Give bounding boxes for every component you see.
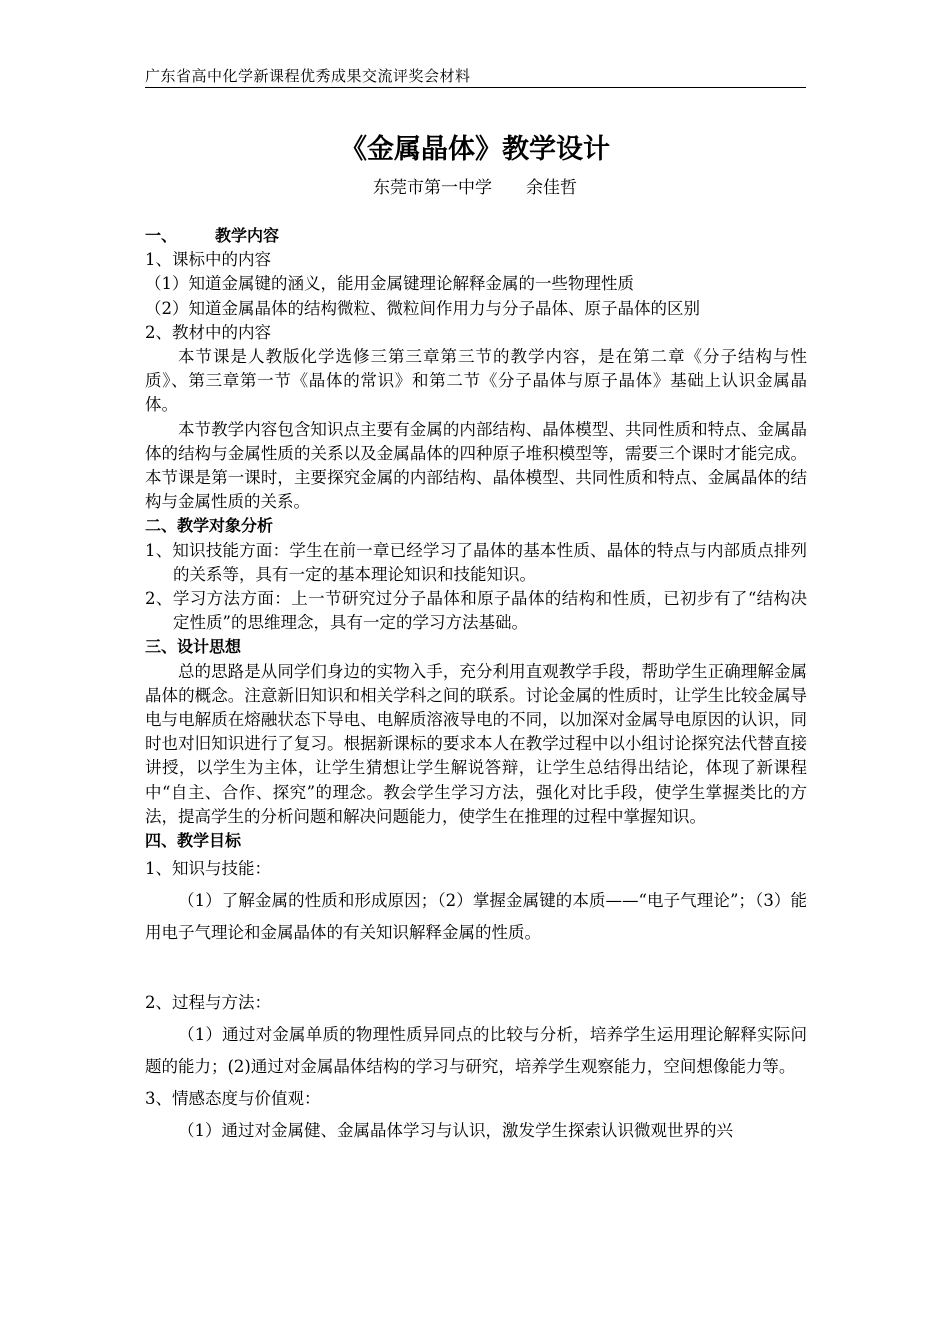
header-rule [145, 87, 806, 88]
section-heading-2: 二、教学对象分析 [145, 516, 274, 536]
author-line [0, 176, 950, 200]
list-item: 1、知识技能方面：学生在前一章已经学习了晶体的基本性质、晶体的特点与内部质点排列的关系等，具有一定的基本理论知识和技能知识。 [145, 540, 807, 584]
author-school: 东莞市第一中学 [373, 178, 492, 198]
paragraph: 本节教学内容包含知识点主要有金属的内部结构、晶体模型、共同性质和特点、金属晶体的结构与金属性质的关系以及金属晶体的四种原子堆积模型等，需要三个课时才能完成。本节课是第一课时，主要探究金属的内部结构、晶体模型、共同性质和特点、金属晶体的结构与金属性质的关系。 [145, 419, 807, 512]
document-body [145, 224, 807, 1147]
paragraph: （1）通过对金属单质的物理性质异同点的比较与分析，培养学生运用理论解释实际问题的能力；(2)通过对金属晶体结构的学习与研究，培养学生观察能力，空间想像能力等。 [145, 1025, 807, 1077]
text-line: 1、知识与技能： [145, 859, 271, 879]
paragraph: 总的思路是从同学们身边的实物入手，充分利用直观教学手段，帮助学生正确理解金属晶体的概念。注意新旧知识和相关学科之间的联系。讨论金属的性质时，让学生比较金属导电与电解质在熔融状态下导电、电解质溶液导电的不同，以加深对金属导电原因的认识，同时也对旧知识进行了复习。根据新课标的要求本人在教学过程中以小组讨论探究法代替直接讲授，以学生为主体，让学生猜想让学生解说答辩，让学生总结得出结论，体现了新课程中“自主、合作、探究”的理念。教会学生学习方法，强化对比手段，使学生掌握类比的方法，提高学生的分析问题和解决问题能力，使学生在推理的过程中掌握知识。 [145, 661, 807, 826]
paragraph: 本节课是人教版化学选修三第三章第三节的教学内容，是在第二章《分子结构与性质》、第三章第一节《晶体的常识》和第二节《分子晶体与原子晶体》基础上认识金属晶体。 [145, 347, 807, 415]
text-line: 2、过程与方法： [145, 993, 271, 1013]
list-item: 2、学习方法方面：上一节研究过分子晶体和原子晶体的结构和性质，已初步有了“结构决定性质”的思维理念，具有一定的学习方法基础。 [145, 589, 807, 633]
section-heading-1 [145, 224, 807, 248]
text-line: 1、课标中的内容 [145, 250, 271, 270]
text-line: 2、教材中的内容 [145, 322, 271, 342]
text-line: （1）知道金属键的涵义，能用金属键理论解释金属的一些物理性质 [145, 274, 634, 294]
section-title-1: 教学内容 [215, 226, 280, 245]
section-number-1: 一、 [145, 226, 178, 245]
section-heading-3: 三、设计思想 [145, 637, 242, 657]
paragraph: （1）通过对金属健、金属晶体学习与认识，激发学生探索认识微观世界的兴 [178, 1121, 733, 1141]
blank-space [145, 949, 807, 987]
paragraph: （1）了解金属的性质和形成原因；（2）掌握金属键的本质——“电子气理论”；（3）能用电子气理论和金属晶体的有关知识解释金属的性质。 [145, 891, 807, 943]
text-line: （2）知道金属晶体的结构微粒、微粒间作用力与分子晶体、原子晶体的区别 [145, 298, 700, 318]
document-title: 《金属晶体》教学设计 [340, 134, 610, 165]
section-heading-4: 四、教学目标 [145, 831, 242, 851]
text-line: 3、情感态度与价值观： [145, 1089, 321, 1109]
running-header: 广东省高中化学新课程优秀成果交流评奖会材料 [145, 67, 471, 85]
author-name: 余佳哲 [526, 178, 577, 198]
